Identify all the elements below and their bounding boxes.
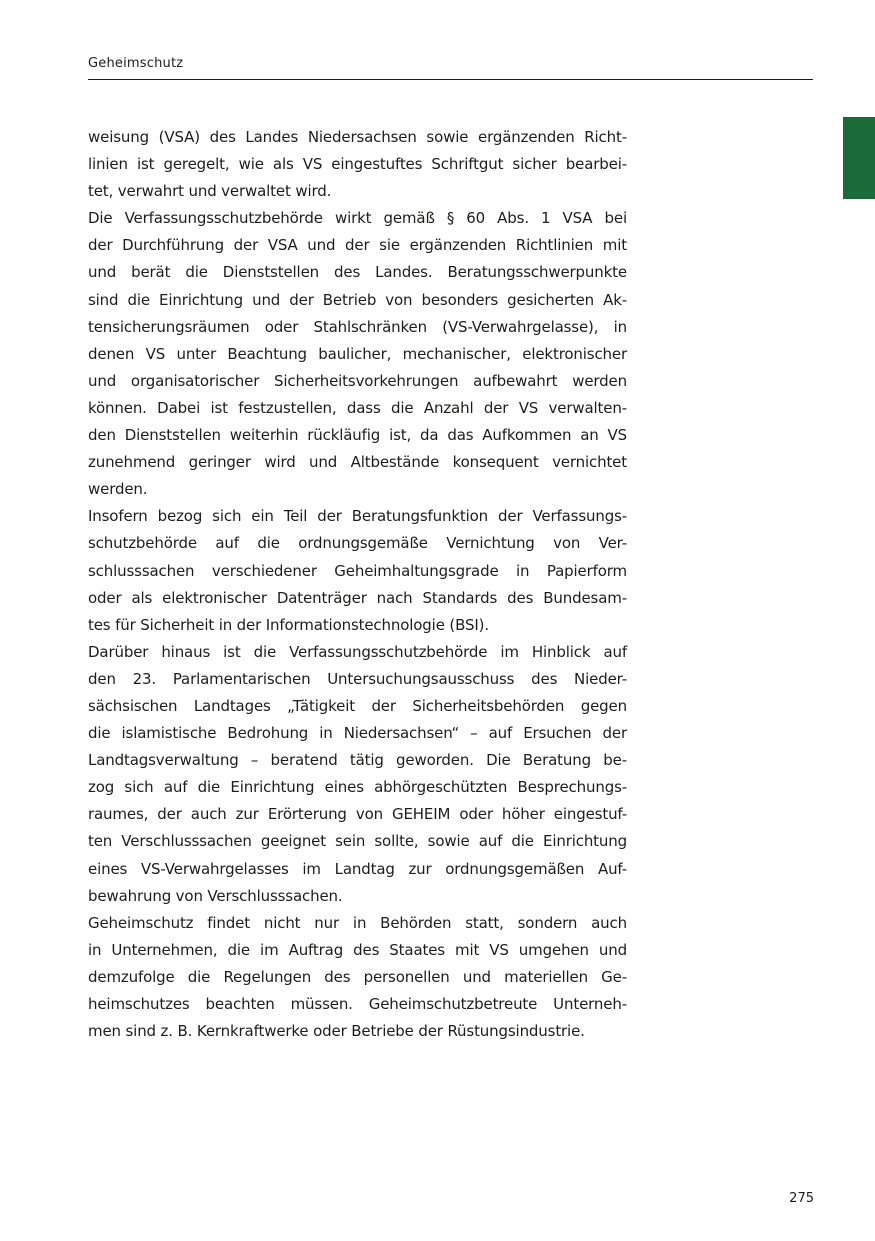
text-line: Darüber hinaus ist die Verfassungsschutzbehörde im Hinblick auf <box>88 642 627 661</box>
paragraph <box>88 910 627 1045</box>
paragraph <box>88 503 627 638</box>
body-text <box>88 124 627 1045</box>
text-line: schlusssachen verschiedener Geheimhaltungsgrade in Papierform <box>88 561 627 580</box>
paragraph <box>88 124 627 205</box>
text-line: schutzbehörde auf die ordnungsgemäße Vernichtung von Ver- <box>88 534 627 553</box>
text-line: tensicherungsräumen oder Stahlschränken (VS-Verwahrgelasse), in <box>88 317 627 336</box>
header-rule <box>88 79 813 80</box>
text-line: denen VS unter Beachtung baulicher, mechanischer, elektronischer <box>88 344 627 363</box>
text-line: der Durchführung der VSA und der sie ergänzenden Richtlinien mit <box>88 236 627 255</box>
text-line: ten Verschlusssachen geeignet sein sollte, sowie auf die Einrichtung <box>88 832 627 851</box>
text-line: können. Dabei ist festzustellen, dass die Anzahl der VS verwalten- <box>88 398 627 417</box>
text-line: oder als elektronischer Datenträger nach Standards des Bundesam- <box>88 588 627 607</box>
text-line: demzufolge die Regelungen des personellen und materiellen Ge- <box>88 967 627 986</box>
paragraph <box>88 639 627 910</box>
text-line: heimschutzes beachten müssen. Geheimschutzbetreute Unterneh- <box>88 995 627 1013</box>
text-line: tes für Sicherheit in der Informationstechnologie (BSI). <box>88 615 489 634</box>
text-line: weisung (VSA) des Landes Niedersachsen sowie ergänzenden Richt- <box>88 128 627 146</box>
text-line: Geheimschutz findet nicht nur in Behörden statt, sondern auch <box>88 913 627 932</box>
text-line: Insofern bezog sich ein Teil der Beratungsfunktion der Verfassungs- <box>88 507 627 526</box>
chapter-tab-marker <box>843 117 875 199</box>
text-line: werden. <box>88 480 148 499</box>
text-line: und organisatorischer Sicherheitsvorkehrungen aufbewahrt werden <box>88 371 627 390</box>
running-title: Geheimschutz <box>88 56 184 71</box>
text-line: zog sich auf die Einrichtung eines abhörgeschützten Besprechungs- <box>88 778 627 797</box>
text-line: bewahrung von Verschlusssachen. <box>88 886 343 905</box>
text-line: tet, verwahrt und verwaltet wird. <box>88 182 332 201</box>
text-line: den Dienststellen weiterhin rückläufig ist, da das Aufkommen an VS <box>88 426 627 445</box>
text-line: linien ist geregelt, wie als VS eingestuftes Schriftgut sicher bearbei- <box>88 155 627 174</box>
text-line: sächsischen Landtages „Tätigkeit der Sicherheitsbehörden gegen <box>88 696 627 715</box>
text-line: raumes, der auch zur Erörterung von GEHEIM oder höher eingestuf- <box>88 805 627 824</box>
text-line: Landtagsverwaltung – beratend tätig geworden. Die Beratung be- <box>88 751 627 770</box>
text-line: Die Verfassungsschutzbehörde wirkt gemäß § 60 Abs. 1 VSA bei <box>88 209 627 228</box>
paragraph <box>88 205 627 503</box>
text-line: sind die Einrichtung und der Betrieb von besonders gesicherten Ak- <box>88 290 627 309</box>
text-line: zunehmend geringer wird und Altbestände konsequent vernichtet <box>88 453 627 472</box>
page-number: 275 <box>789 1191 814 1206</box>
text-line: und berät die Dienststellen des Landes. Beratungsschwerpunkte <box>88 263 627 282</box>
text-line: die islamistische Bedrohung in Niedersachsen“ – auf Ersuchen der <box>88 724 627 743</box>
text-line: in Unternehmen, die im Auftrag des Staates mit VS umgehen und <box>88 940 627 959</box>
text-line: den 23. Parlamentarischen Untersuchungsausschuss des Nieder- <box>88 669 627 688</box>
text-line: eines VS-Verwahrgelasses im Landtag zur ordnungsgemäßen Auf- <box>88 859 627 878</box>
text-line: men sind z. B. Kernkraftwerke oder Betriebe der Rüstungsindustrie. <box>88 1022 585 1041</box>
